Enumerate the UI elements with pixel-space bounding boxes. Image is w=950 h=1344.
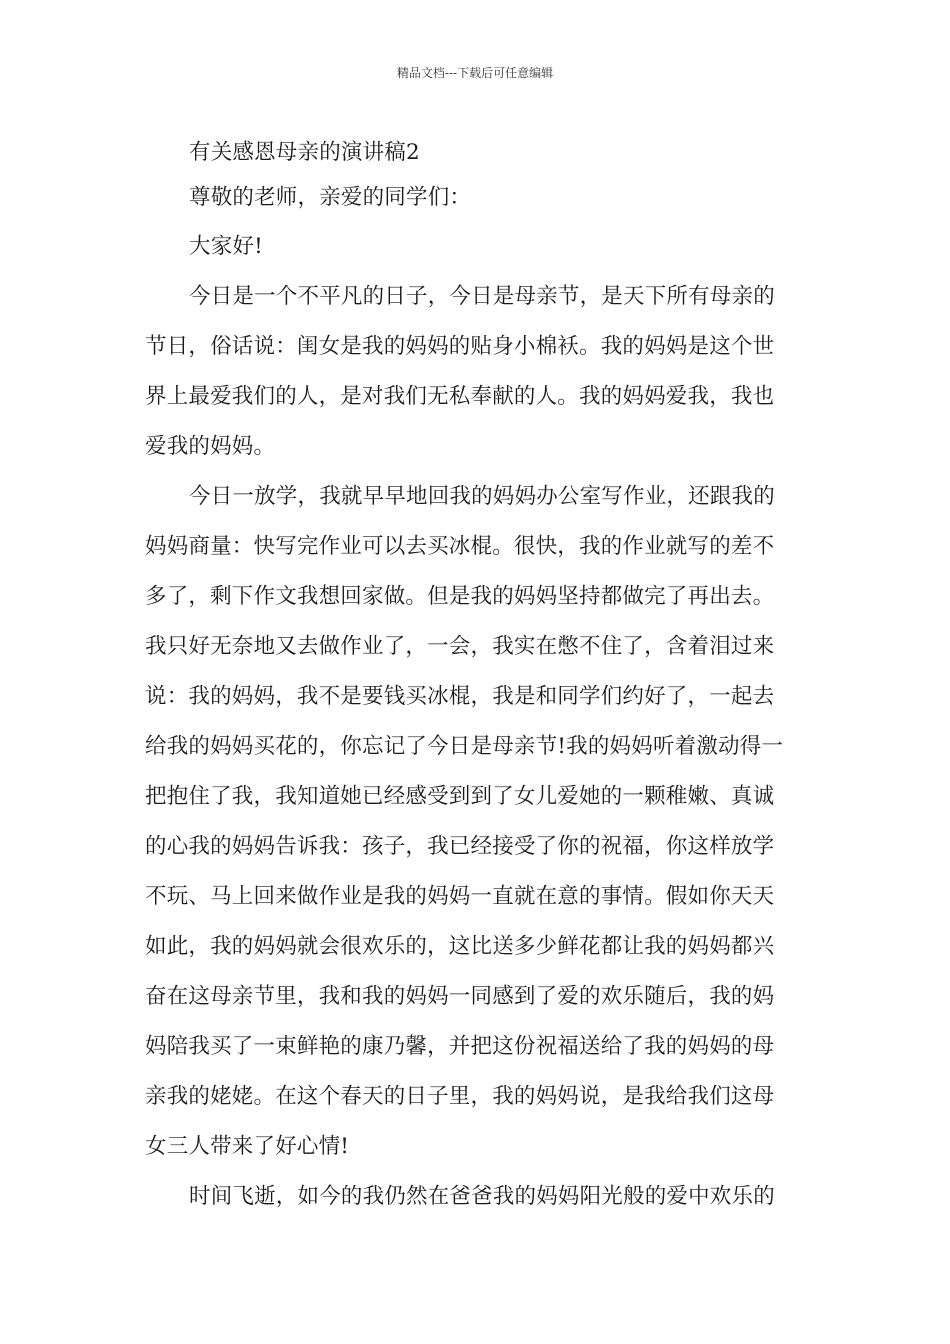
greeting: 大家好! — [189, 234, 263, 259]
paragraph-line: 的心我的妈妈告诉我：孩子，我已经接受了你的祝福，你这样放学 — [145, 834, 775, 859]
paragraph-line: 亲我的姥姥。在这个春天的日子里，我的妈妈说，是我给我们这母 — [145, 1084, 775, 1109]
paragraph-line: 今日是一个不平凡的日子，今日是母亲节，是天下所有母亲的 — [189, 284, 775, 309]
paragraph-1 — [145, 272, 810, 472]
paragraph-3 — [145, 1172, 810, 1222]
paragraph-line: 奋在这母亲节里，我和我的妈妈一同感到了爱的欢乐随后，我的妈 — [145, 984, 775, 1009]
document-body — [145, 131, 810, 1222]
paragraph-line: 不玩、马上回来做作业是我的妈妈一直就在意的事情。假如你天天 — [145, 884, 775, 909]
paragraph-line: 给我的妈妈买花的，你忘记了今日是母亲节!我的妈妈听着激动得一 — [145, 734, 784, 759]
page-header: 精品文档---下载后可任意编辑 — [396, 66, 554, 80]
paragraph-line: 多了，剩下作文我想回家做。但是我的妈妈坚持都做完了再出去。 — [145, 584, 775, 609]
paragraph-line: 爱我的妈妈。 — [145, 434, 276, 459]
salutation: 尊敬的老师，亲爱的同学们： — [189, 185, 472, 210]
document-title: 有关感恩母亲的演讲稿2 — [189, 140, 420, 165]
paragraph-line: 时间飞逝，如今的我仍然在爸爸我的妈妈阳光般的爱中欢乐的 — [189, 1184, 775, 1209]
paragraph-line: 界上最爱我们的人，是对我们无私奉献的人。我的妈妈爱我，我也 — [145, 384, 775, 409]
paragraph-line: 女三人带来了好心情! — [145, 1134, 350, 1159]
paragraph-line: 我只好无奈地又去做作业了，一会，我实在憋不住了，含着泪过来 — [145, 634, 775, 659]
paragraph-2 — [145, 472, 810, 1172]
paragraph-line: 说：我的妈妈，我不是要钱买冰棍，我是和同学们约好了，一起去 — [145, 684, 775, 709]
paragraph-line: 如此，我的妈妈就会很欢乐的，这比送多少鲜花都让我的妈妈都兴 — [145, 934, 775, 959]
paragraph-line: 把抱住了我，我知道她已经感受到到了女儿爱她的一颗稚嫩、真诚 — [145, 784, 775, 809]
paragraph-line: 节日，俗话说：闺女是我的妈妈的贴身小棉袄。我的妈妈是这个世 — [145, 334, 775, 359]
paragraph-line: 妈妈商量：快写完作业可以去买冰棍。很快，我的作业就写的差不 — [145, 534, 775, 559]
paragraph-line: 妈陪我买了一束鲜艳的康乃馨，并把这份祝福送给了我的妈妈的母 — [145, 1034, 775, 1059]
paragraph-line: 今日一放学，我就早早地回我的妈妈办公室写作业，还跟我的 — [189, 484, 775, 509]
